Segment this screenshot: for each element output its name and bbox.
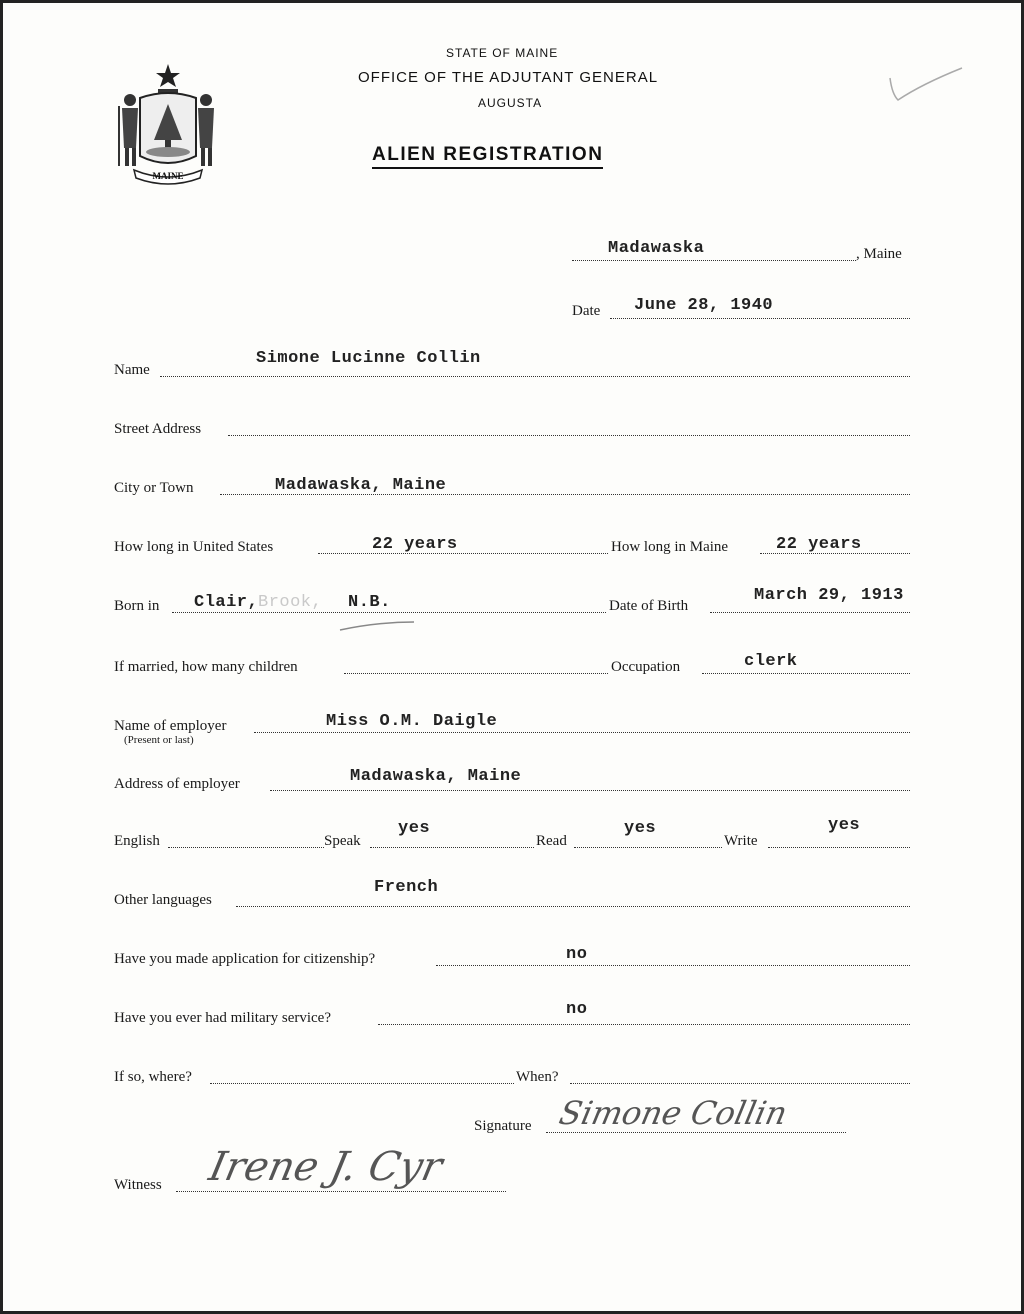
read-label: Read xyxy=(536,833,567,849)
date-line xyxy=(610,318,910,319)
name-line xyxy=(160,376,910,377)
witness-line xyxy=(176,1191,506,1192)
born-value-c: N.B. xyxy=(348,593,391,612)
dob-label: Date of Birth xyxy=(609,598,689,614)
employer-line xyxy=(254,732,910,733)
employer-address-value: Madawaska, Maine xyxy=(350,767,522,786)
date-value: June 28, 1940 xyxy=(634,296,774,315)
us-duration-value: 22 years xyxy=(372,535,458,554)
maine-duration-value: 22 years xyxy=(776,535,862,554)
write-label: Write xyxy=(724,833,758,849)
read-value: yes xyxy=(624,819,657,838)
city-value: Madawaska, Maine xyxy=(275,476,447,495)
when-line xyxy=(570,1083,910,1084)
name-value: Simone Lucinne Collin xyxy=(256,349,481,368)
witness-handwriting: Irene J. Cyr xyxy=(205,1144,447,1190)
employer-address-label: Address of employer xyxy=(114,776,240,792)
english-line-3 xyxy=(574,847,722,848)
children-label: If married, how many children xyxy=(114,659,298,675)
seal-star xyxy=(156,64,180,87)
employer-label: Name of employer xyxy=(114,718,227,734)
seal-banner-text: MAINE xyxy=(152,171,184,181)
occupation-label: Occupation xyxy=(611,659,681,675)
pencil-stroke xyxy=(338,618,418,634)
military-label: Have you ever had military service? xyxy=(114,1010,331,1026)
city-label: City or Town xyxy=(114,480,194,496)
header-office: OFFICE OF THE ADJUTANT GENERAL xyxy=(358,69,659,86)
header-city: AUGUSTA xyxy=(478,96,543,110)
us-duration-label: How long in United States xyxy=(114,539,274,555)
speak-value: yes xyxy=(398,819,431,838)
military-value: no xyxy=(566,1000,588,1019)
date-label: Date xyxy=(572,303,601,319)
born-line xyxy=(172,612,606,613)
header-state: STATE OF MAINE xyxy=(446,46,559,60)
employer-sublabel: (Present or last) xyxy=(124,734,194,746)
born-value-b: Brook, xyxy=(258,593,323,612)
state-seal xyxy=(112,58,224,186)
form-title: ALIEN REGISTRATION xyxy=(372,144,603,169)
signature-line xyxy=(546,1132,846,1133)
where-label: If so, where? xyxy=(114,1069,192,1085)
street-label: Street Address xyxy=(114,421,202,437)
check-mark-icon xyxy=(882,64,966,104)
born-value-a: Clair, xyxy=(194,593,259,612)
english-line-4 xyxy=(768,847,910,848)
maine-duration-label: How long in Maine xyxy=(611,539,729,555)
employer-address-line xyxy=(270,790,910,791)
other-languages-line xyxy=(236,906,910,907)
citizenship-label: Have you made application for citizenship? xyxy=(114,951,376,967)
children-line xyxy=(344,673,608,674)
other-languages-label: Other languages xyxy=(114,892,212,908)
other-languages-value: French xyxy=(374,878,439,897)
witness-label: Witness xyxy=(114,1177,162,1193)
citizenship-value: no xyxy=(566,945,588,964)
where-line xyxy=(210,1083,514,1084)
signature-handwriting: Simone Collin xyxy=(555,1094,791,1132)
when-label: When? xyxy=(516,1069,559,1085)
dob-line xyxy=(710,612,910,613)
english-line-2 xyxy=(370,847,534,848)
location-line xyxy=(572,260,856,261)
citizenship-line xyxy=(436,965,910,966)
location-state-label: , Maine xyxy=(856,246,902,262)
military-line xyxy=(378,1024,910,1025)
occupation-line xyxy=(702,673,910,674)
employer-value: Miss O.M. Daigle xyxy=(326,712,498,731)
dob-value: March 29, 1913 xyxy=(754,586,904,605)
location-town: Madawaska xyxy=(608,239,705,258)
english-line-1 xyxy=(168,847,324,848)
born-label: Born in xyxy=(114,598,160,614)
speak-label: Speak xyxy=(324,833,361,849)
signature-label: Signature xyxy=(474,1118,532,1134)
street-line xyxy=(228,435,910,436)
name-label: Name xyxy=(114,362,150,378)
occupation-value: clerk xyxy=(744,652,798,671)
english-label: English xyxy=(114,833,160,849)
write-value: yes xyxy=(828,816,861,835)
us-duration-line xyxy=(318,553,608,554)
